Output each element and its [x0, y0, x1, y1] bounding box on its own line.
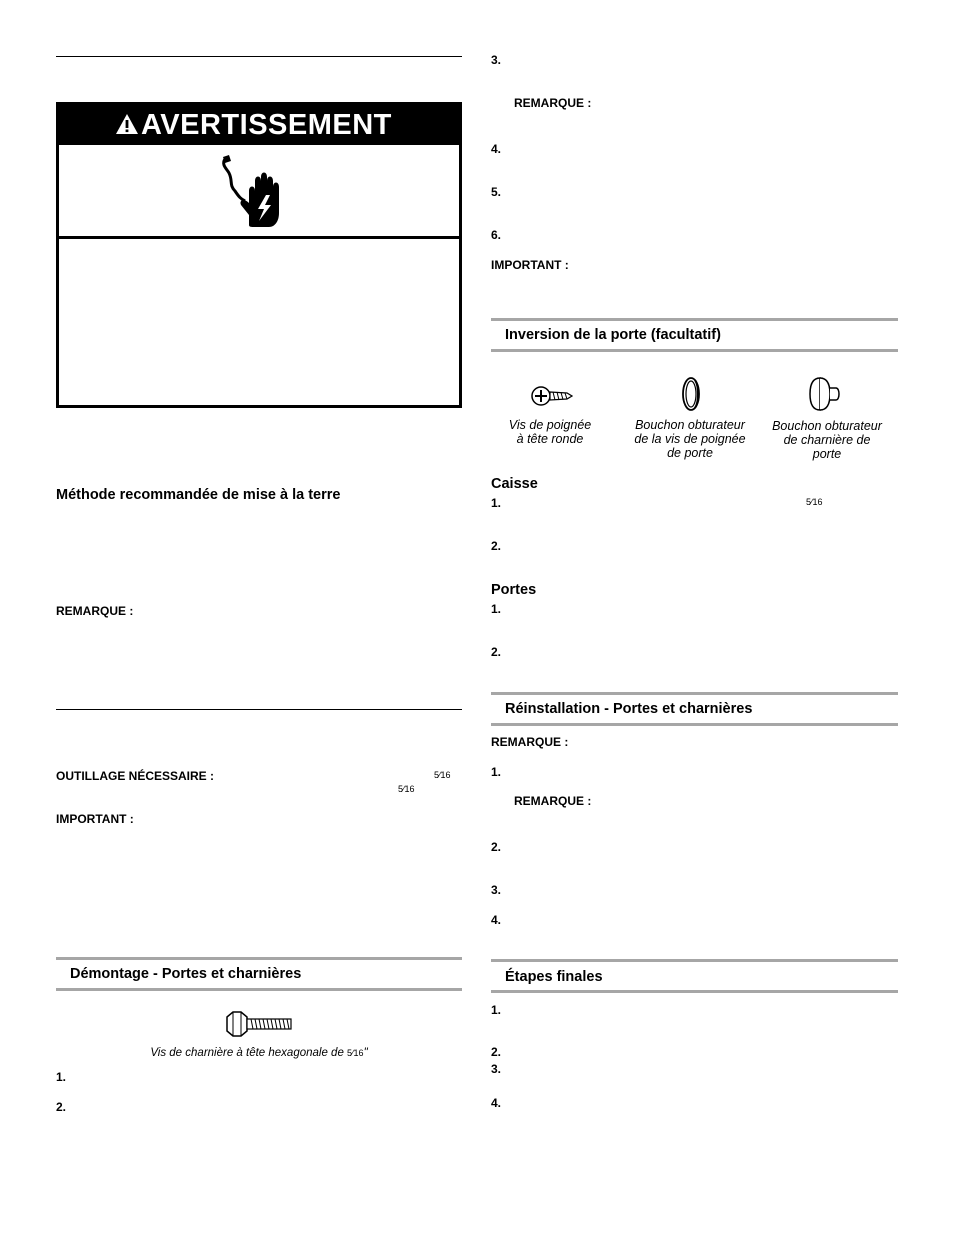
warning-box: [56, 102, 462, 408]
step-number: 1.: [491, 496, 502, 510]
caption-line: Bouchon obturateur: [635, 418, 745, 432]
section-title: Inversion de la porte (facultatif): [505, 327, 721, 343]
step-number: 4.: [491, 142, 502, 156]
remarque-label: REMARQUE :: [491, 735, 569, 749]
hex-head-hinge-screw-icon: [225, 1011, 293, 1037]
caption-line: à tête ronde: [516, 432, 584, 446]
step-number: 4.: [491, 1096, 502, 1110]
step-number: 1.: [491, 765, 502, 779]
top-rule-left: [56, 56, 462, 57]
step-number: 1.: [56, 1070, 67, 1084]
caption-line: de charnière de: [783, 433, 871, 447]
warning-triangle-icon: [115, 113, 139, 135]
step-number: 3.: [491, 883, 502, 897]
part-caption: [625, 418, 755, 460]
important-label: IMPORTANT :: [491, 258, 569, 272]
section-rule-left: [56, 709, 462, 710]
caption-line: porte: [812, 447, 842, 461]
section-header-demontage: [56, 957, 462, 991]
warning-title: AVERTISSEMENT: [141, 109, 392, 141]
important-label: IMPORTANT :: [56, 812, 134, 826]
step-number: 3.: [491, 53, 502, 67]
part-caption: [762, 419, 892, 461]
caption-line: Vis de poignée: [508, 418, 592, 432]
grounding-heading: Méthode recommandée de mise à la terre: [56, 487, 341, 503]
hinge-plug-icon: [808, 376, 842, 412]
step-number: 5.: [491, 185, 502, 199]
step-number: 2.: [491, 645, 502, 659]
fraction-5-16: 5⁄16: [806, 497, 823, 507]
step-number: 1.: [491, 1003, 502, 1017]
outillage-label: OUTILLAGE NÉCESSAIRE :: [56, 769, 215, 783]
section-header-inversion: [491, 318, 898, 352]
caption-fraction: 5⁄16: [347, 1048, 364, 1058]
caption-unit: ": [363, 1047, 368, 1059]
section-title: Démontage - Portes et charnières: [70, 966, 302, 982]
hinge-screw-caption: [56, 1046, 462, 1060]
fraction-5-16: 5⁄16: [398, 784, 415, 794]
step-number: 3.: [491, 1062, 502, 1076]
section-title: Réinstallation - Portes et charnières: [505, 701, 753, 717]
section-title: Étapes finales: [505, 969, 603, 985]
handle-screw-plug-icon: [679, 376, 703, 412]
step-number: 1.: [491, 602, 502, 616]
caisse-heading: Caisse: [491, 476, 538, 492]
step-number: 6.: [491, 228, 502, 242]
step-number: 2.: [491, 840, 502, 854]
step-number: 4.: [491, 913, 502, 927]
section-header-finales: [491, 959, 898, 993]
caption-line: de la vis de poignée: [634, 432, 746, 446]
remarque-label: REMARQUE :: [514, 794, 592, 808]
caption-line: Bouchon obturateur: [772, 419, 882, 433]
caption-line: de porte: [667, 446, 713, 460]
step-number: 2.: [56, 1100, 67, 1114]
step-number: 2.: [491, 539, 502, 553]
remarque-label: REMARQUE :: [56, 604, 134, 618]
warning-divider: [59, 236, 459, 239]
section-header-reinstallation: [491, 692, 898, 726]
step-number: 2.: [491, 1045, 502, 1059]
warning-banner: [59, 105, 459, 145]
remarque-label: REMARQUE :: [514, 96, 592, 110]
fraction-5-16: 5⁄16: [434, 770, 451, 780]
round-head-screw-icon: [531, 384, 573, 408]
electric-shock-hand-icon: [219, 155, 289, 233]
caption-text: Vis de charnière à tête hexagonale de: [150, 1047, 348, 1059]
portes-heading: Portes: [491, 582, 537, 598]
part-caption: [490, 418, 610, 446]
